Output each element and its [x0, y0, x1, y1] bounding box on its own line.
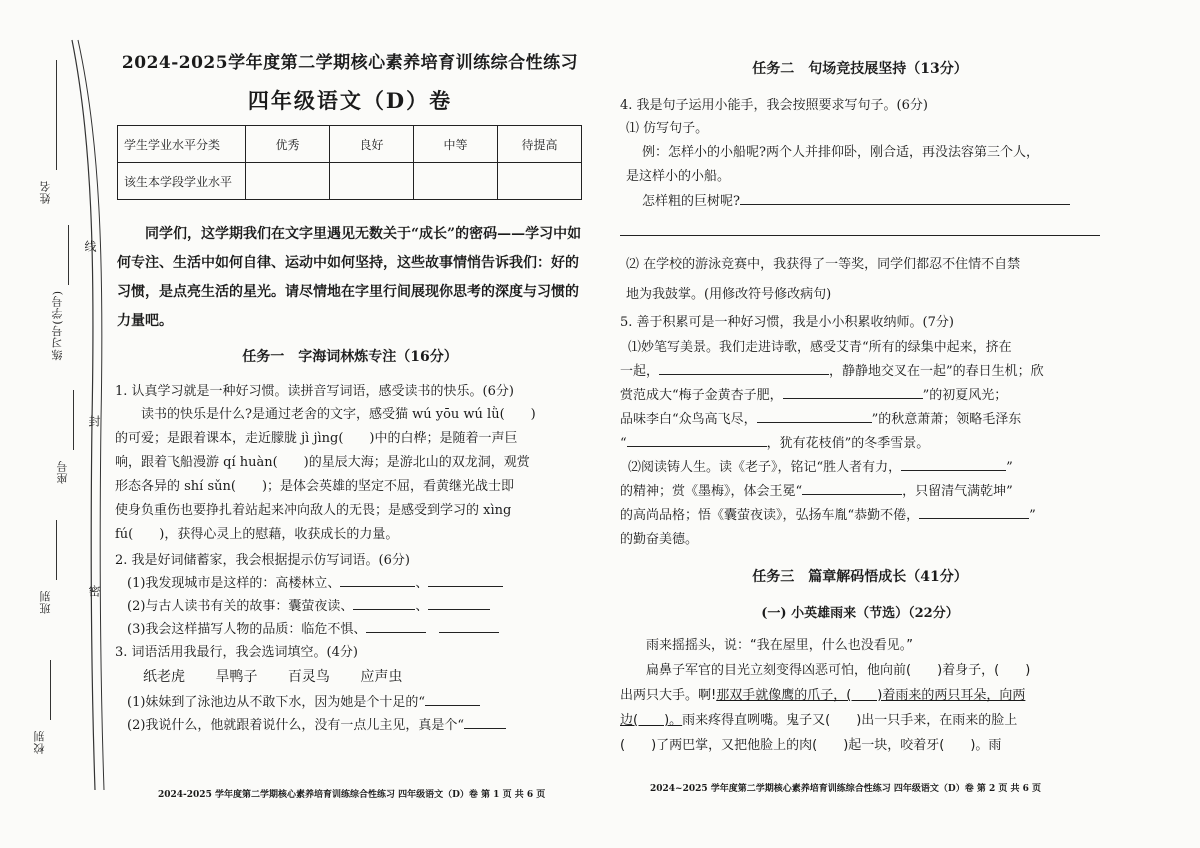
q2-item-2: (2)与古人读书有关的故事：囊萤夜读、 、	[115, 595, 585, 618]
q2-blank-2a[interactable]	[353, 596, 415, 610]
passage-exclaim: 出两只大手。啊!	[620, 688, 717, 703]
school-label: 校别	[33, 730, 46, 754]
q5-line-1: ⑴妙笔写美景。我们走进诗歌，感受艾青“所有的绿集中起来，挤在	[628, 340, 1012, 355]
q5-title: 5. 善于积累可是一种好习惯，我是小小积累收纳师。(7分)	[620, 315, 954, 330]
passage-line-5: ( )了两巴掌，又把他脸上的肉( )起一块，咬着牙( )。雨	[620, 738, 1002, 753]
q2-item-3	[115, 618, 585, 641]
q5-blank-6[interactable]	[802, 481, 902, 495]
seal-secret-char: 密	[87, 585, 101, 597]
q5-line-8	[620, 504, 1100, 528]
q4-example-1: 例：怎样小的小船呢?两个人并排仰卧，刚合适，再没法容第三个人，	[642, 145, 1039, 160]
q3-word-3: 百灵鸟	[287, 669, 330, 685]
q1-line-1: 读书的快乐是什么?是通过老舍的文字，感受猫 wú yōu wú lǜ( )	[141, 407, 536, 422]
passage-line-4	[620, 708, 1100, 733]
q5-text-m: 的高尚品格；悟《囊萤夜读》，弘扬车胤“恭勤不倦，	[620, 508, 920, 523]
q5-text-f: ”的秋意萧萧；领略毛泽东	[871, 412, 1022, 427]
q1-line-2: 的可爱；是跟着课本，走近朦胧 jì jìng( )中的白桦；是随着一声巨	[115, 431, 518, 446]
q5-line-9: 的勤奋美德。	[620, 532, 699, 547]
q1-line-5: 使身负重伤也要挣扎着站起来冲向敌人的无畏；是感受到学习的 xìng	[115, 503, 512, 518]
q3-item-2	[115, 714, 585, 737]
grade-improve: 待提高	[498, 126, 582, 163]
name-label: 姓名	[39, 180, 52, 204]
q5-text-d: ”的初夏风光；	[922, 388, 1008, 403]
grade-table	[117, 125, 582, 200]
page-1	[115, 40, 585, 737]
q5-text-h: ，犹有花枝俏”的冬季雪景。	[766, 436, 930, 451]
q5-text-k: 的精神；赏《墨梅》，体会王冕“	[620, 484, 803, 499]
q5-text-a: 一起，	[620, 364, 660, 379]
q5-text-n: ”	[1029, 508, 1036, 523]
q3-blank-2[interactable]	[464, 715, 506, 729]
task2-title: 任务二 句场竞技展坚持（13分）	[752, 61, 968, 77]
exam-title: 2024-2025学年度第二学期核心素养培育训练综合性练习	[121, 53, 579, 73]
q2-blank-1b[interactable]	[428, 573, 503, 587]
q5-text-i: ⑵阅读铸人生。读《老子》，铭记“胜人者有力，	[628, 460, 902, 475]
page-2-footer: 2024~2025 学年度第二学期核心素养培育训练综合性练习 四年级语文（D）卷 第 2 页 共 6 页	[650, 784, 1042, 794]
exam-subtitle: 四年级语文（D）卷	[247, 88, 453, 113]
passage-subtitle: (一) 小英雄雨来（节选）（22分）	[761, 606, 959, 621]
passage-pain: 雨来疼得直咧嘴。鬼子又( )出一只手来，在雨来的脸上	[682, 713, 1018, 728]
seal-line-char: 线	[83, 240, 97, 252]
q5-text-l: ，只留清气满乾坤”	[902, 484, 1013, 499]
q3-word-2: 旱鸭子	[215, 669, 258, 685]
intro-paragraph: 同学们，这学期我们在文字里遇见无数关于“成长”的密码——学习中如何专注、生活中如何自律、运动中如何坚持，这些故事情悄告诉我们：好的习惯，是点亮生活的星光。请尽情地在字里行间展现你思考的深度与习惯的力量吧。	[117, 226, 582, 329]
q3-item-1-text: (1)妹妹到了泳池边从不敢下水，因为她是个十足的“	[127, 695, 426, 710]
q4-answer-blank-2[interactable]	[620, 222, 1100, 236]
passage-line-3	[620, 683, 1100, 708]
grade-cell-excellent[interactable]	[246, 163, 330, 200]
page-2	[620, 58, 1100, 758]
grade-table-header-row	[118, 126, 582, 163]
q4-prompt-line	[620, 188, 1100, 216]
q4-prompt: 怎样粗的巨树呢?	[642, 194, 740, 209]
q2-item-3-text: (3)我会这样描写人物的品质：临危不惧、	[127, 622, 367, 637]
grade-cell-medium[interactable]	[414, 163, 498, 200]
q5-line-2	[620, 360, 1100, 384]
q3-word-4: 应声虫	[360, 669, 403, 685]
grade-excellent: 优秀	[246, 126, 330, 163]
q5-text-g: “	[620, 436, 627, 451]
passage-underlined: 那双手就像鹰的爪子，( )着雨来的两只耳朵，向两	[716, 688, 1026, 703]
binding-margin	[0, 0, 115, 848]
q5-blank-3[interactable]	[757, 409, 872, 423]
q4-answer-blank-1[interactable]	[740, 191, 1070, 205]
q2-title: 2. 我是好词储蓄家，我会根据提示仿写词语。(6分)	[115, 553, 410, 568]
q3-blank-1[interactable]	[425, 692, 480, 706]
grade-table-value-row	[118, 163, 582, 200]
grade-cell-improve[interactable]	[498, 163, 582, 200]
q3-title: 3. 词语活用我最行，我会选词填空。(4分)	[115, 645, 358, 660]
passage-text	[620, 633, 1100, 758]
student-id-label: 练习号(学号)	[51, 290, 64, 361]
q5-line-4	[620, 408, 1100, 432]
q5-line-3	[620, 384, 1100, 408]
class-label: 班别	[39, 590, 52, 614]
q2-blank-3b[interactable]	[439, 619, 499, 633]
grade-cell-good[interactable]	[330, 163, 414, 200]
q1-line-6: fú( )，获得心灵上的慰藉，收获成长的力量。	[115, 527, 399, 542]
q4-example-2: 是这样小的小船。	[626, 169, 731, 184]
q2-blank-3a[interactable]	[366, 619, 426, 633]
q5-blank-2[interactable]	[783, 385, 923, 399]
page-1-footer: 2024-2025 学年度第二学期核心素养培育训练综合性练习 四年级语文（D）卷 第 1 页 共 6 页	[158, 790, 546, 800]
q2-blank-2b[interactable]	[428, 596, 490, 610]
q2-item-2-text: (2)与古人读书有关的故事：囊萤夜读、	[127, 599, 354, 614]
q3-item-1	[115, 691, 585, 714]
task1-title: 任务一 字海词林炼专注（16分）	[242, 349, 458, 365]
q5-blank-5[interactable]	[901, 457, 1006, 471]
q5-blank-4[interactable]	[627, 433, 767, 447]
q3-item-2-text: (2)我说什么，他就跟着说什么，没有一点儿主见，真是个“	[127, 718, 465, 733]
grade-medium: 中等	[414, 126, 498, 163]
q5-text-e: 品味李白“众鸟高飞尽，	[620, 412, 757, 427]
q2-item-1: (1)我发现城市是这样的：高楼林立、 、	[115, 572, 585, 595]
q2-item-1-text: (1)我发现城市是这样的：高楼林立、	[127, 576, 341, 591]
q5-text-c: 赏范成大“梅子金黄杏子肥，	[620, 388, 783, 403]
task3-title: 任务三 篇章解码悟成长（41分）	[752, 569, 968, 585]
q1-line-3: 响，跟着飞船漫游 qí huàn( )的星辰大海；是游北山的双龙洞，观赏	[115, 455, 530, 470]
q4-part-1: ⑴ 仿写句子。	[626, 121, 709, 136]
q4-part-2a: ⑵ 在学校的游泳竞赛中，我获得了一等奖，同学们都忍不住情不自禁	[626, 257, 1021, 272]
q5-line-7	[620, 480, 1100, 504]
q3-word-bank	[115, 664, 585, 691]
q1-line-4: 形态各异的 shí sǔn( )；是体会英雄的坚定不屈，看黄继光战士即	[115, 479, 515, 494]
grade-good: 良好	[330, 126, 414, 163]
q1-title: 1. 认真学习就是一种好习惯。读拼音写词语，感受读书的快乐。(6分)	[115, 384, 514, 399]
q5-line-5	[620, 432, 1100, 456]
seal-seal-char: 封	[87, 415, 101, 427]
seat-label: 座号	[56, 460, 69, 484]
grade-category-label: 学生学业水平分类	[118, 126, 246, 163]
q5-text-b: ，静静地交叉在一起”的春日生机；欣	[829, 364, 1044, 379]
q5-line-6	[620, 456, 1100, 480]
passage-underlined-end: 边( )。	[620, 713, 683, 728]
q3-word-1: 纸老虎	[143, 669, 185, 685]
q5-blank-1[interactable]	[659, 361, 829, 375]
q5-text-j: ”	[1006, 460, 1013, 475]
q5-blank-7[interactable]	[919, 505, 1029, 519]
grade-level-label: 该生本学段学业水平	[118, 163, 246, 200]
q4-title: 4. 我是句子运用小能手，我会按照要求写句子。(6分)	[620, 98, 928, 113]
passage-line-1: 雨来摇摇头，说：“我在屋里，什么也没看见。”	[646, 638, 913, 653]
passage-line-2: 扁鼻子军官的目光立刻变得凶恶可怕，他向前( )着身子，( )	[646, 663, 1031, 678]
q4-part-2b: 地为我鼓掌。(用修改符号修改病句)	[626, 287, 832, 302]
q2-blank-1a[interactable]	[340, 573, 415, 587]
